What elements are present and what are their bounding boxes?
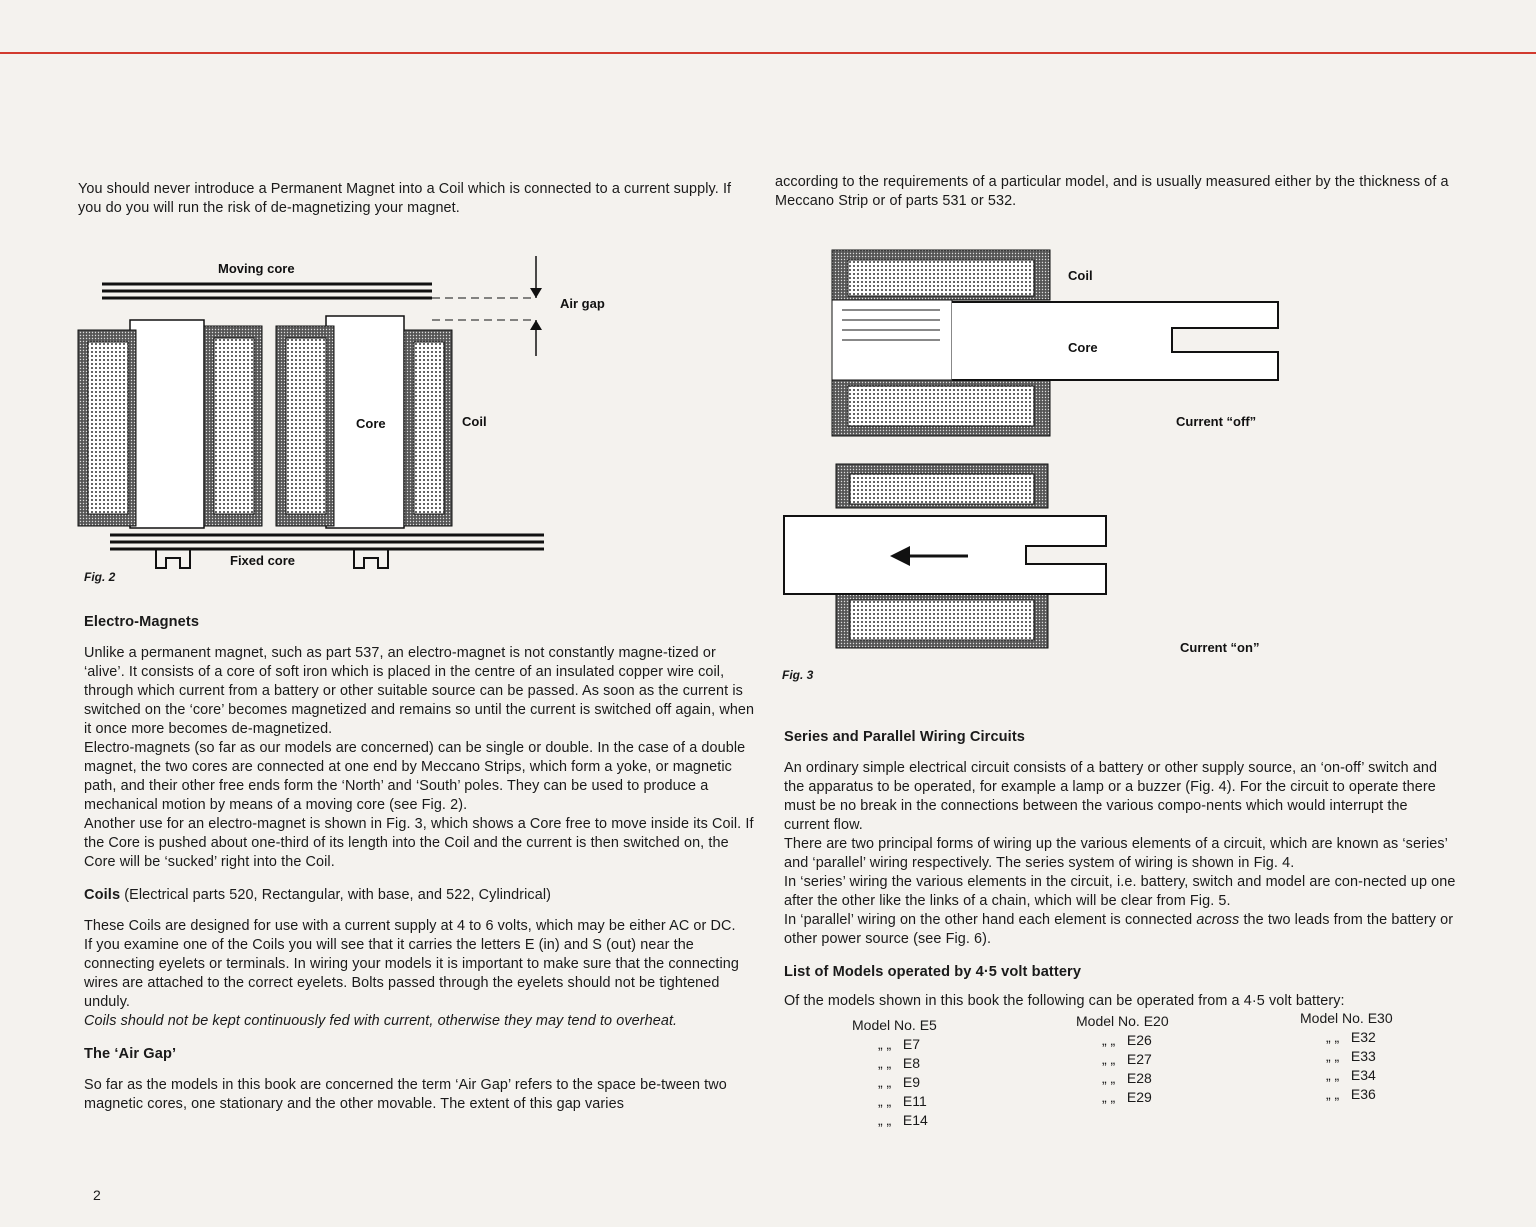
coils-paragraph-3: Coils should not be kept continuously fed with current, otherwise they may tend to overheat.: [84, 1013, 678, 1029]
model-number: E14: [902, 1112, 928, 1128]
coils-heading: Coils: [84, 887, 121, 903]
model-list-row: [1300, 1066, 1393, 1085]
ditto-marks: „ „: [1326, 1086, 1340, 1102]
ditto-marks: „ „: [878, 1074, 892, 1090]
model-head: Model No.: [1300, 1010, 1364, 1026]
ditto-marks: „ „: [878, 1093, 892, 1109]
model-number: E26: [1126, 1032, 1152, 1048]
electro-magnets-heading: Electro-Magnets: [84, 614, 200, 630]
series-paragraph-4: [784, 911, 1456, 949]
series-paragraph-1: An ordinary simple electrical circuit consists of a battery or other supply source, an ‘on-off’ switch and the apparatus to be operated, for example a lamp or a buzzer (Fig. 4). For the circuit to operate there must be no break in the connections between the various compo-nents which would interrupt the current flow.: [784, 760, 1438, 833]
ditto-marks: „ „: [878, 1036, 892, 1052]
model-head: Model No.: [1076, 1013, 1140, 1029]
model-list-row: [1076, 1050, 1169, 1069]
ditto-marks: „ „: [1102, 1032, 1116, 1048]
fig2-core-label: Core: [356, 416, 386, 431]
model-list-row: [1076, 1031, 1169, 1050]
left-column: [78, 180, 754, 218]
model-list-col-3: [1300, 1009, 1393, 1104]
air-gap-paragraph: So far as the models in this book are concerned the term ‘Air Gap’ refers to the space be-tween two magnetic cores, one stationary and the other movable. The extent of this gap varies: [84, 1077, 727, 1112]
model-list-row: [852, 1035, 937, 1054]
fig3-caption: Fig. 3: [782, 668, 814, 682]
model-list-row: [1300, 1047, 1393, 1066]
model-list-row: [852, 1111, 937, 1130]
air-gap-heading: The ‘Air Gap’: [84, 1046, 177, 1062]
model-number: E30: [1367, 1010, 1393, 1026]
model-number: E11: [902, 1093, 927, 1109]
model-list-col-2: [1076, 1012, 1169, 1107]
left-column-body: [84, 613, 760, 1114]
model-list-row: [1076, 1088, 1169, 1107]
series-p4-part-a: In ‘parallel’ wiring on the other hand each element is connected: [784, 912, 1197, 928]
model-list-row: [1076, 1012, 1169, 1031]
model-number: E7: [902, 1036, 921, 1052]
model-number: E33: [1350, 1048, 1376, 1064]
series-p4-across: across: [1196, 912, 1240, 928]
list-intro: Of the models shown in this book the following can be operated from a 4·5 volt battery:: [784, 993, 1345, 1009]
list-heading: List of Models operated by 4·5 volt battery: [784, 964, 1082, 980]
page-number: 2: [93, 1187, 101, 1203]
model-list-row: [1076, 1069, 1169, 1088]
model-number: E5: [919, 1017, 937, 1033]
model-list-col-1: [852, 1016, 937, 1130]
series-heading: Series and Parallel Wiring Circuits: [784, 729, 1026, 745]
fig2-air-gap-label: Air gap: [560, 296, 605, 311]
fig3-core-label: Core: [1068, 340, 1098, 355]
model-list-row: [852, 1016, 937, 1035]
ditto-marks: „ „: [1102, 1051, 1116, 1067]
fig3-current-off-label: Current “off”: [1176, 414, 1257, 429]
ditto-marks: „ „: [1102, 1089, 1116, 1105]
fig3-coil-label: Coil: [1068, 268, 1093, 283]
figure-3: [780, 240, 1300, 660]
fig2-fixed-core-label: Fixed core: [230, 553, 296, 568]
fig2-coil-label: Coil: [462, 414, 487, 429]
model-number: E34: [1350, 1067, 1376, 1083]
ditto-marks: „ „: [878, 1055, 892, 1071]
ditto-marks: „ „: [1326, 1029, 1340, 1045]
model-number: E20: [1143, 1013, 1169, 1029]
right-column: [775, 173, 1451, 211]
model-list-row: [1300, 1028, 1393, 1047]
ditto-marks: „ „: [1102, 1070, 1116, 1086]
series-paragraph-3: In ‘series’ wiring the various elements in the circuit, i.e. battery, switch and model are con-nected up one after the other like the links of a chain, which will be clear from Fig. 5.: [784, 874, 1456, 909]
ditto-marks: „ „: [1326, 1067, 1340, 1083]
fig2-caption: Fig. 2: [84, 570, 116, 584]
ditto-marks: „ „: [1326, 1048, 1340, 1064]
fig3-current-on-label: Current “on”: [1180, 640, 1260, 655]
model-list-row: [1300, 1085, 1393, 1104]
model-number: E28: [1126, 1070, 1152, 1086]
model-list-row: [852, 1073, 937, 1092]
electro-paragraph-3: Another use for an electro-magnet is shown in Fig. 3, which shows a Core free to move inside its Coil. If the Core is pushed about one-third of its length into the Coil and the current is then switched on, the Core will be ‘sucked’ right into the Coil.: [84, 816, 754, 870]
series-p4-part-c: the two leads from the battery or other power source (see Fig. 6).: [784, 912, 1454, 947]
model-list-row: [1300, 1009, 1393, 1028]
model-number: E32: [1350, 1029, 1376, 1045]
intro-paragraph: You should never introduce a Permanent Magnet into a Coil which is connected to a current supply. If you do you will run the risk of de-magnetizing your magnet.: [78, 181, 732, 216]
series-paragraph-2: There are two principal forms of wiring up the various elements of a circuit, which are known as ‘series’ and ‘parallel’ wiring respectively. The series system of wiring is shown in Fig. 4.: [784, 836, 1448, 871]
model-number: E8: [902, 1055, 921, 1071]
fig2-moving-core-label: Moving core: [218, 261, 295, 276]
model-number: E36: [1350, 1086, 1376, 1102]
right-column-body: [784, 728, 1456, 1011]
coils-subheading: (Electrical parts 520, Rectangular, with base, and 522, Cylindrical): [120, 887, 552, 903]
ditto-marks: „ „: [878, 1112, 892, 1128]
model-head: Model No.: [852, 1017, 916, 1033]
figure-2: [70, 250, 605, 590]
model-number: E29: [1126, 1089, 1152, 1105]
electro-paragraph-2: Electro-magnets (so far as our models are concerned) can be single or double. In the case of a double magnet, the two cores are connected at one end by Meccano Strips, which form a yoke, or magnetic path, and their other free ends form the ‘North’ and ‘South’ poles. They can be used to produce a mechanical motion by means of a moving core (see Fig. 2).: [84, 740, 746, 813]
coils-paragraph-1: These Coils are designed for use with a current supply at 4 to 6 volts, which may be either AC or DC.: [84, 918, 736, 934]
coils-heading-line: [84, 886, 760, 905]
electro-paragraph-1: Unlike a permanent magnet, such as part 537, an electro-magnet is not constantly magne-tized or ‘alive’. It consists of a core of soft iron which is placed in the centre of an insulated copper wire coil, through which current from a battery or other suitable source can be passed. As soon as the current is switched on the ‘core’ becomes magnetized and remains so until the current is switched off again, when it once more becomes de-magnetized.: [84, 645, 755, 737]
red-rule: [0, 52, 1536, 54]
model-number: E9: [902, 1074, 921, 1090]
continued-paragraph: according to the requirements of a particular model, and is usually measured either by the thickness of a Meccano Strip or of parts 531 or 532.: [775, 174, 1449, 209]
coils-paragraph-2: If you examine one of the Coils you will see that it carries the letters E (in) and S (out) near the connecting eyelets or terminals. In wiring your models it is important to make sure that the connecting wires are attached to the correct eyelets. Bolts passed through the eyelets should not be tightened unduly.: [84, 937, 739, 1010]
model-number: E27: [1126, 1051, 1152, 1067]
model-list-row: [852, 1092, 937, 1111]
model-list-row: [852, 1054, 937, 1073]
